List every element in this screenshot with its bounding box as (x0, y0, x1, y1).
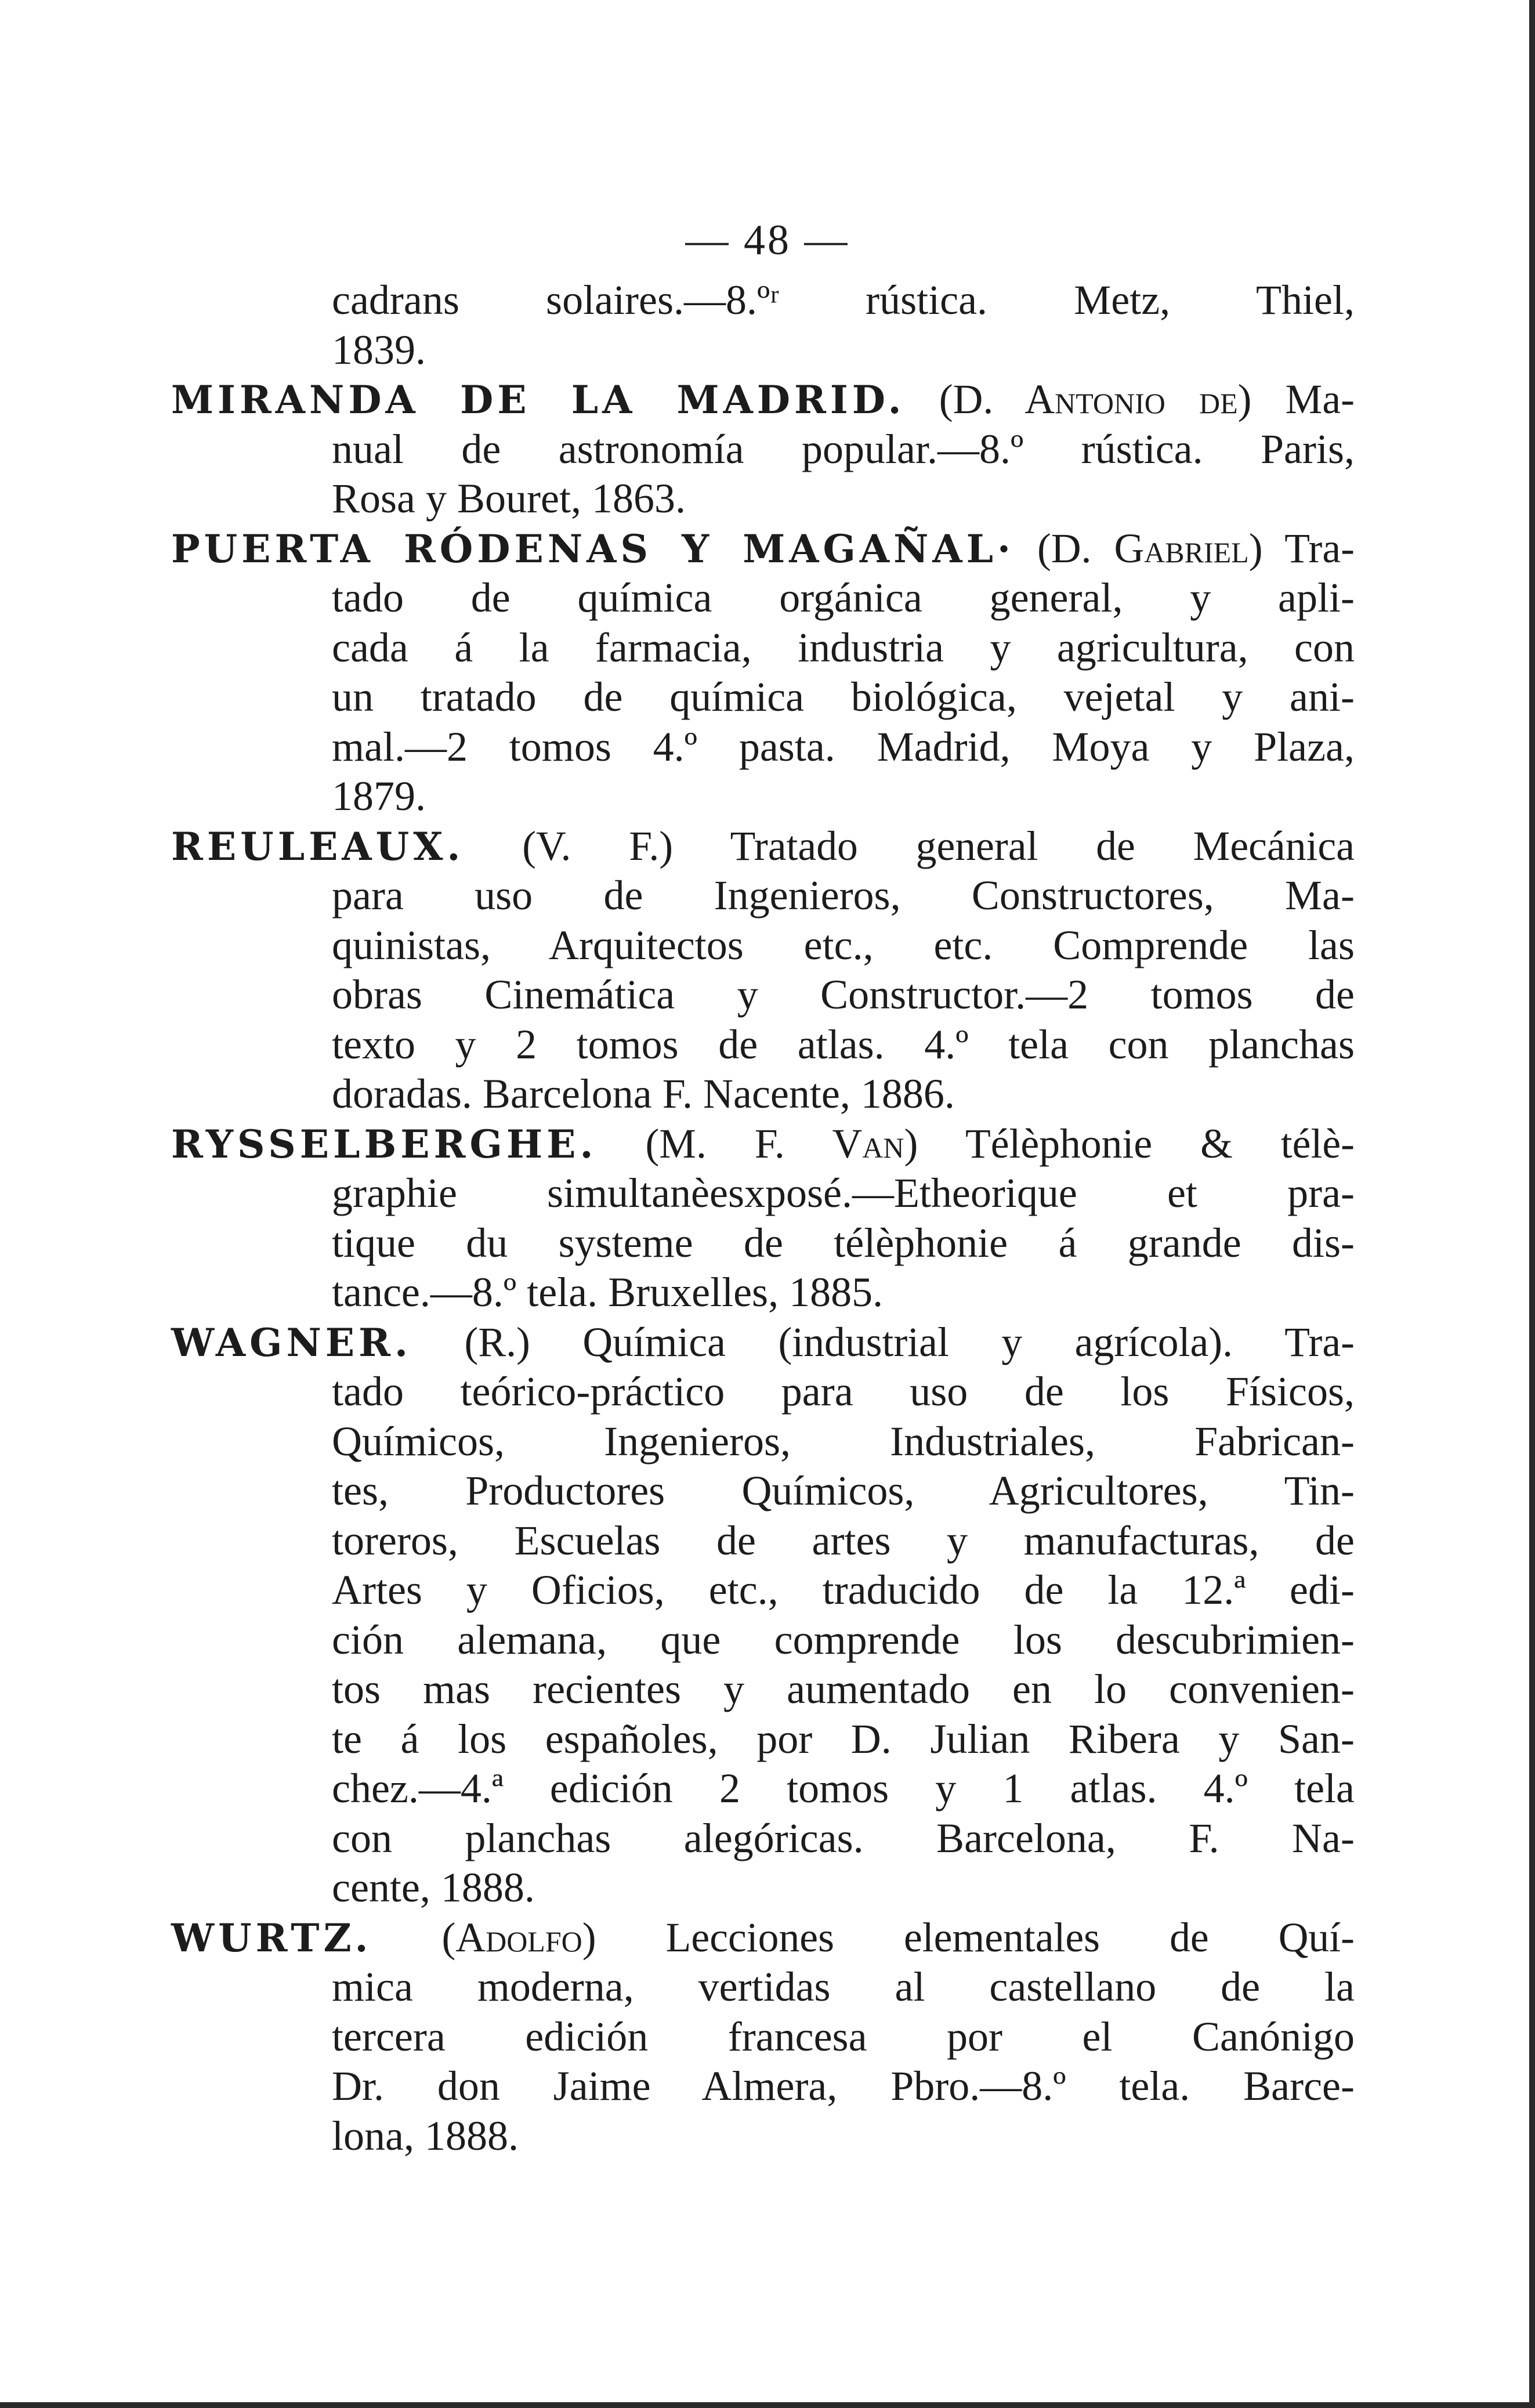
entry-text: doradas. Barcelona F. Nacente, 1886. (332, 1071, 955, 1117)
entry-text: Télèphonie & télè- (965, 1120, 1355, 1167)
entry-heading-line (171, 1913, 1355, 1963)
entry-text: chez.—4.ª edición 2 tomos y 1 atlas. 4.º tela (332, 1765, 1355, 1812)
entry-text: Ma- (1285, 377, 1355, 422)
author-given-name: (Adolfo) (441, 1914, 596, 1961)
entry-text-line (332, 1615, 1355, 1665)
entry-text: cadrans solaires.—8.ºʳ rústica. Metz, Thiel, (332, 277, 1355, 323)
entry-text-line (332, 672, 1355, 722)
entry-text-line (332, 1863, 1355, 1913)
entry-text-line (332, 2062, 1355, 2111)
entry-text-line (332, 1417, 1355, 1467)
entry-heading-line (171, 375, 1355, 425)
entry-text-line (332, 1069, 1355, 1119)
entry-text-line (332, 722, 1355, 772)
entry-text: nual de astronomía popular.—8.º rústica. Paris, (332, 425, 1355, 472)
entry-text-line (332, 1715, 1355, 1765)
entry-text: quinistas, Arquitectos etc., etc. Comprende las (332, 921, 1355, 968)
entry-text-line (332, 1367, 1355, 1417)
author-name: RYSSELBERGHE. (171, 1121, 598, 1167)
entry-text-line (332, 425, 1355, 475)
entry-text-line (332, 276, 1355, 326)
entry-text: tercera edición francesa por el Canónigo (332, 2013, 1355, 2060)
entry-heading-line (171, 524, 1355, 574)
entry-text-line (332, 2012, 1355, 2062)
entry-text-line (332, 1814, 1355, 1864)
entry-text: tance.—8.º tela. Bruxelles, 1885. (332, 1269, 884, 1315)
entry-text-line (332, 1219, 1355, 1268)
entry-text-line (332, 1565, 1355, 1615)
author-name: PUERTA RÓDENAS Y MAGAÑAL· (171, 526, 1015, 572)
entry-text: para uso de Ingenieros, Constructores, Ma- (332, 872, 1355, 919)
entry-text: graphie simultanèesxposé.—Etheorique et pra- (332, 1170, 1355, 1216)
entry-text-line (332, 1665, 1355, 1715)
entry-text: tique du systeme de télèphonie á grande dis- (332, 1219, 1355, 1266)
entry-text: un tratado de química biológica, vejetal y ani- (332, 674, 1355, 720)
page-edge-right (1529, 0, 1535, 2408)
catalog-entries (171, 276, 1355, 2161)
entry-text-line (332, 1268, 1355, 1318)
author-name: REULEAUX. (171, 823, 465, 869)
entry-text-line (332, 772, 1355, 822)
page-number: — 48 — (685, 216, 850, 264)
entry-text: (R.) Química (industrial y agrícola). Tra- (464, 1319, 1355, 1365)
entry-text: 1879. (332, 773, 426, 819)
entry-text-line (332, 871, 1355, 921)
entry-text: tos mas recientes y aumentado en lo convenien- (332, 1666, 1355, 1712)
entry-text-line (332, 921, 1355, 971)
entry-text: mica moderna, vertidas al castellano de la (332, 1964, 1355, 2010)
author-given-name: (M. F. Van) (645, 1120, 918, 1167)
entry-text-line (332, 573, 1355, 623)
entry-text: (V. F.) Tratado general de Mecánica (522, 823, 1355, 869)
author-name: WAGNER. (171, 1319, 412, 1365)
entry-text: texto y 2 tomos de atlas. 4.º tela con planchas (332, 1021, 1355, 1068)
entry-heading-line (171, 822, 1355, 872)
entry-text-line (332, 326, 1355, 375)
entry-text-line (332, 970, 1355, 1020)
author-given-name: (D. Antonio de) (939, 377, 1252, 422)
entry-text: tado de química orgánica general, y apli- (332, 574, 1355, 621)
entry-text: Artes y Oficios, etc., traducido de la 12.ª edi- (332, 1567, 1355, 1613)
entry-text: Lecciones elementales de Quí- (665, 1914, 1355, 1961)
entry-text-line (332, 1764, 1355, 1814)
entry-text: tes, Productores Químicos, Agricultores, Tin- (332, 1467, 1355, 1514)
entry-text: ción alemana, que comprende los descubrimien- (332, 1616, 1355, 1663)
entry-text: con planchas alegóricas. Barcelona, F. Na- (332, 1814, 1355, 1861)
entry-text-line (332, 1466, 1355, 1516)
author-name: MIRANDA DE LA MADRID. (171, 377, 906, 422)
entry-text-line (332, 2111, 1355, 2161)
entry-text: 1839. (332, 326, 426, 373)
entry-text: mal.—2 tomos 4.º pasta. Madrid, Moya y Plaza, (332, 723, 1355, 770)
entry-text: Rosa y Bouret, 1863. (332, 475, 686, 522)
entry-text: cada á la farmacia, industria y agricultura, con (332, 624, 1355, 671)
entry-heading-line (171, 1318, 1355, 1368)
entry-text: te á los españoles, por D. Julian Ribera y San- (332, 1715, 1355, 1762)
entry-heading-line (171, 1119, 1355, 1169)
entry-text-line (332, 623, 1355, 673)
entry-text-line (332, 474, 1355, 524)
author-name: WURTZ. (171, 1915, 372, 1961)
entry-text: cente, 1888. (332, 1864, 535, 1911)
entry-text-line (332, 1020, 1355, 1070)
entry-text-line (332, 1516, 1355, 1566)
entry-text: tado teórico-práctico para uso de los Físicos, (332, 1368, 1355, 1415)
entry-text-line (332, 1962, 1355, 2012)
author-given-name: (D. Gabriel) (1037, 525, 1263, 572)
entry-text: lona, 1888. (332, 2112, 519, 2159)
entry-text: obras Cinemática y Constructor.—2 tomos de (332, 971, 1355, 1018)
entry-text-line (332, 1169, 1355, 1219)
entry-text: Químicos, Ingenieros, Industriales, Fabrican- (332, 1418, 1355, 1465)
entry-text: Dr. don Jaime Almera, Pbro.—8.º tela. Barce- (332, 2063, 1355, 2109)
entry-text: toreros, Escuelas de artes y manufacturas, de (332, 1517, 1355, 1564)
page-edge-bottom (0, 2402, 1535, 2408)
entry-text: Tra- (1284, 525, 1355, 572)
